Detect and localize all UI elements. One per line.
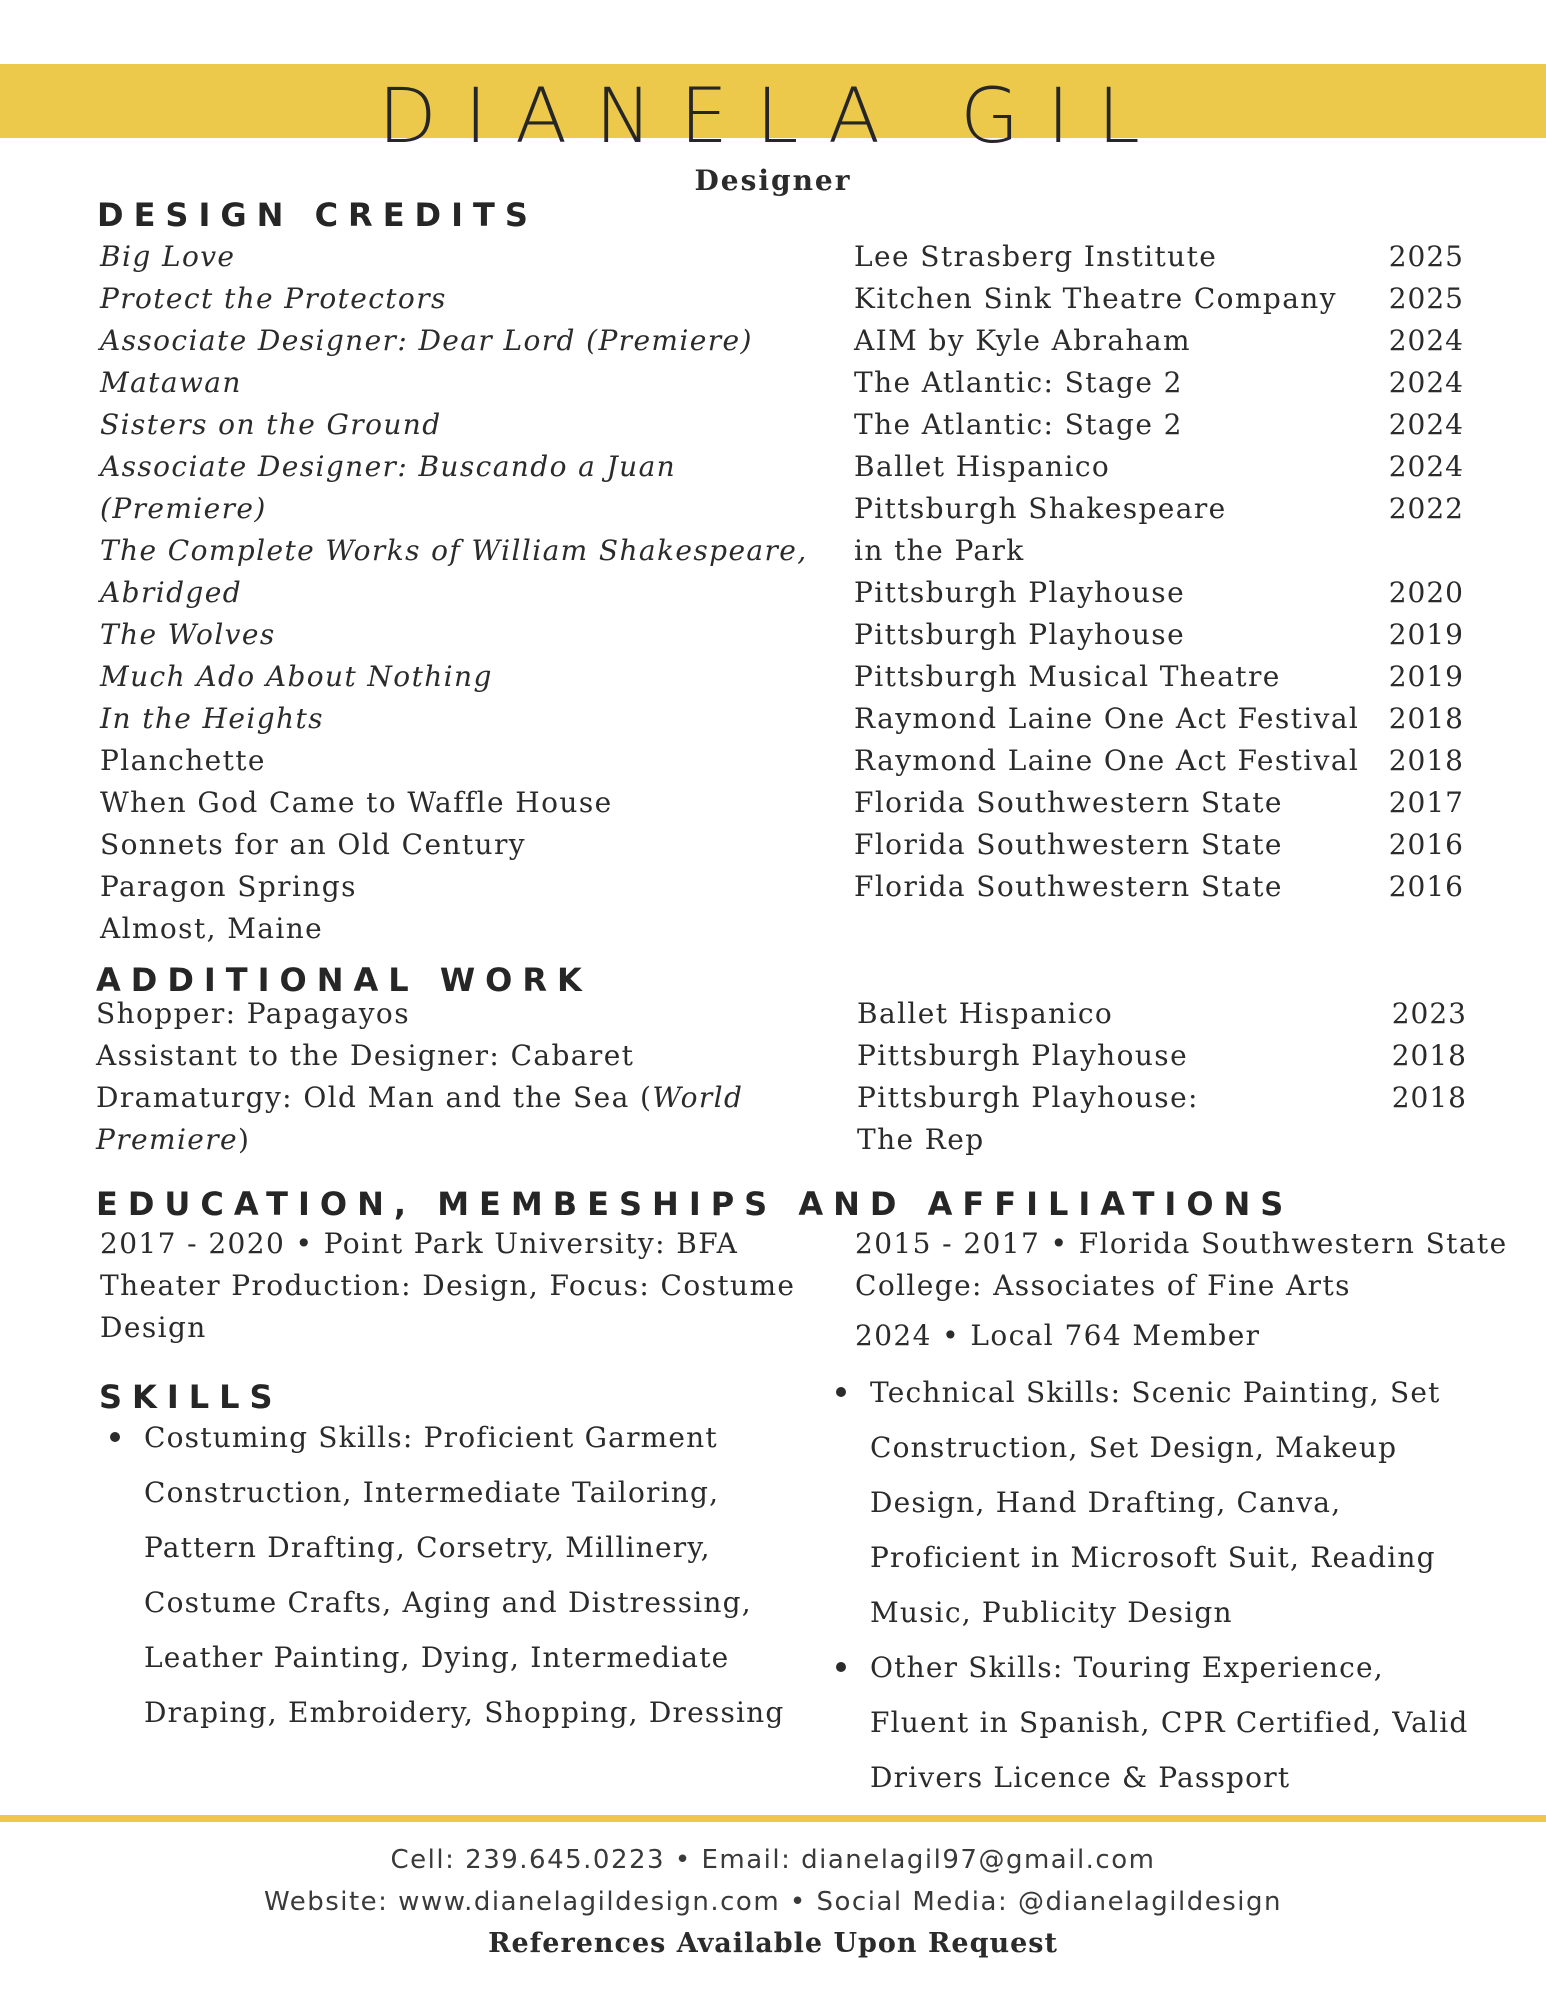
credit-venue: in the Park bbox=[854, 534, 1025, 567]
design-credits-venues bbox=[854, 236, 1464, 908]
credit-year: 2024 bbox=[1388, 408, 1464, 441]
education-line: College: Associates of Fine Arts bbox=[855, 1269, 1351, 1302]
education-right bbox=[855, 1223, 1508, 1307]
skill-other-line: Drivers Licence & Passport bbox=[870, 1761, 1291, 1794]
credit-row bbox=[854, 824, 1464, 866]
skill-costuming-line: Pattern Drafting, Corsetry, Millinery, bbox=[144, 1531, 711, 1564]
additional-venue: Ballet Hispanico bbox=[857, 997, 1114, 1030]
footer-divider bbox=[0, 1815, 1546, 1822]
credit-year: 2020 bbox=[1388, 576, 1464, 609]
additional-venue: The Rep bbox=[857, 1123, 985, 1156]
additional-year: 2018 bbox=[1391, 1081, 1467, 1114]
additional-role bbox=[96, 1119, 796, 1161]
credit-venue: Florida Southwestern State bbox=[854, 786, 1283, 819]
education-line: 2017 - 2020 • Point Park University: BFA bbox=[100, 1227, 739, 1260]
skill-technical-line: Technical Skills: Scenic Painting, Set bbox=[826, 1365, 1468, 1420]
credit-row bbox=[854, 614, 1464, 656]
credit-venue: Florida Southwestern State bbox=[854, 870, 1283, 903]
additional-role-italic: World bbox=[652, 1081, 744, 1114]
credit-title: Associate Designer: Buscando a Juan bbox=[100, 450, 677, 483]
credit-year: 2016 bbox=[1388, 828, 1464, 861]
credit-row bbox=[854, 446, 1464, 488]
additional-venue: Pittsburgh Playhouse: bbox=[857, 1081, 1199, 1114]
education-left bbox=[100, 1223, 800, 1349]
credit-venue: Ballet Hispanico bbox=[854, 450, 1111, 483]
skill-costuming-line: Costume Crafts, Aging and Distressing, bbox=[144, 1586, 752, 1619]
credit-venue: Pittsburgh Shakespeare bbox=[854, 492, 1227, 525]
additional-row bbox=[857, 1077, 1467, 1119]
additional-role-italic: Premiere bbox=[96, 1123, 239, 1156]
additional-row bbox=[857, 1035, 1467, 1077]
credit-title: Much Ado About Nothing bbox=[100, 660, 493, 693]
credit-row bbox=[854, 782, 1464, 824]
membership-line: 2024 • Local 764 Member bbox=[855, 1319, 1261, 1352]
credit-row bbox=[854, 236, 1464, 278]
credit-year: 2025 bbox=[1388, 282, 1464, 315]
additional-work-venues bbox=[857, 993, 1467, 1161]
additional-row bbox=[857, 993, 1467, 1035]
credit-title: Sonnets for an Old Century bbox=[100, 828, 526, 861]
credit-title: The Wolves bbox=[100, 618, 276, 651]
skills-costuming-list bbox=[100, 1410, 785, 1740]
credit-row bbox=[854, 698, 1464, 740]
credit-venue: Lee Strasberg Institute bbox=[854, 240, 1218, 273]
credit-venue: The Atlantic: Stage 2 bbox=[854, 408, 1183, 441]
additional-role-suffix: ) bbox=[238, 1123, 251, 1156]
references-note: References Available Upon Request bbox=[488, 1928, 1058, 1959]
credit-year: 2018 bbox=[1388, 744, 1464, 777]
skill-costuming-line: Costuming Skills: Proficient Garment bbox=[100, 1410, 785, 1465]
credit-title: Paragon Springs bbox=[100, 870, 357, 903]
credit-venue: The Atlantic: Stage 2 bbox=[854, 366, 1183, 399]
credit-title: Sisters on the Ground bbox=[100, 408, 442, 441]
credit-row bbox=[854, 656, 1464, 698]
credit-title: Planchette bbox=[100, 744, 266, 777]
additional-venue: Pittsburgh Playhouse bbox=[857, 1039, 1189, 1072]
credit-row bbox=[854, 404, 1464, 446]
credit-year: 2024 bbox=[1388, 450, 1464, 483]
skill-other-line: Other Skills: Touring Experience, bbox=[826, 1640, 1468, 1695]
skill-technical-line: Construction, Set Design, Makeup bbox=[870, 1431, 1398, 1464]
credit-row bbox=[854, 740, 1464, 782]
credit-row bbox=[854, 488, 1464, 530]
credit-venue: Pittsburgh Playhouse bbox=[854, 576, 1186, 609]
additional-row bbox=[857, 1119, 1467, 1161]
resume-role: Designer bbox=[694, 164, 852, 197]
bullet-icon bbox=[836, 1662, 846, 1672]
credit-venue: Pittsburgh Musical Theatre bbox=[854, 660, 1281, 693]
additional-role-text: Shopper: Papagayos bbox=[96, 997, 410, 1030]
skill-technical-line: Proficient in Microsoft Suit, Reading bbox=[870, 1541, 1436, 1574]
credit-title: Abridged bbox=[100, 576, 243, 609]
credit-year: 2025 bbox=[1388, 240, 1464, 273]
credit-venue: Kitchen Sink Theatre Company bbox=[854, 282, 1337, 315]
credit-year: 2016 bbox=[1388, 870, 1464, 903]
credit-year: 2019 bbox=[1388, 660, 1464, 693]
credit-title: When God Came to Waffle House bbox=[100, 786, 613, 819]
credit-title: Matawan bbox=[100, 366, 242, 399]
credit-venue: Florida Southwestern State bbox=[854, 828, 1283, 861]
credit-title: Associate Designer: Dear Lord (Premiere) bbox=[100, 324, 753, 357]
heading-design-credits: DESIGN CREDITS bbox=[97, 196, 538, 234]
bullet-icon bbox=[836, 1387, 846, 1397]
contact-line-phone-email: Cell: 239.645.0223 • Email: dianelagil97@gmail.com bbox=[390, 1845, 1156, 1875]
skill-technical-line: Music, Publicity Design bbox=[870, 1596, 1233, 1629]
credit-venue: Raymond Laine One Act Festival bbox=[854, 744, 1360, 777]
credit-row bbox=[854, 320, 1464, 362]
credit-year: 2019 bbox=[1388, 618, 1464, 651]
credit-year: 2024 bbox=[1388, 324, 1464, 357]
additional-year: 2018 bbox=[1391, 1039, 1467, 1072]
credit-year: 2018 bbox=[1388, 702, 1464, 735]
credit-title: Almost, Maine bbox=[100, 912, 324, 945]
education-line: 2015 - 2017 • Florida Southwestern State bbox=[855, 1227, 1508, 1260]
skill-costuming-line: Draping, Embroidery, Shopping, Dressing bbox=[144, 1696, 785, 1729]
skill-costuming-line: Construction, Intermediate Tailoring, bbox=[144, 1476, 720, 1509]
heading-additional-work: ADDITIONAL WORK bbox=[96, 961, 592, 999]
credit-year: 2022 bbox=[1388, 492, 1464, 525]
credit-venue: Raymond Laine One Act Festival bbox=[854, 702, 1360, 735]
skill-other-line: Fluent in Spanish, CPR Certified, Valid bbox=[870, 1706, 1469, 1739]
credit-title: Big Love bbox=[100, 240, 236, 273]
skills-technical-other-list bbox=[826, 1365, 1468, 1805]
credit-row bbox=[854, 866, 1464, 908]
additional-role-text: Dramaturgy: Old Man and the Sea ( bbox=[96, 1081, 653, 1114]
credit-row bbox=[854, 572, 1464, 614]
additional-year: 2023 bbox=[1391, 997, 1467, 1030]
bullet-icon bbox=[110, 1432, 120, 1442]
credit-title: (Premiere) bbox=[100, 492, 267, 525]
credit-venue: AIM by Kyle Abraham bbox=[854, 324, 1191, 357]
credit-title: The Complete Works of William Shakespeare, bbox=[100, 534, 808, 567]
credit-venue: Pittsburgh Playhouse bbox=[854, 618, 1186, 651]
credit-year: 2024 bbox=[1388, 366, 1464, 399]
design-credits-titles bbox=[100, 236, 808, 950]
heading-skills: SKILLS bbox=[99, 1378, 283, 1416]
credit-row bbox=[854, 278, 1464, 320]
contact-line-website-social: Website: www.dianelagildesign.com • Social Media: @dianelagildesign bbox=[264, 1887, 1282, 1917]
credit-row bbox=[854, 530, 1464, 572]
skill-technical-line: Design, Hand Drafting, Canva, bbox=[870, 1486, 1342, 1519]
heading-education: EDUCATION, MEMBESHIPS AND AFFILIATIONS bbox=[96, 1185, 1294, 1223]
resume-name: DIANELA GIL bbox=[378, 71, 1168, 160]
additional-role bbox=[96, 1035, 796, 1077]
additional-role bbox=[96, 1077, 796, 1119]
education-line: Theater Production: Design, Focus: Costume bbox=[100, 1269, 796, 1302]
credit-title: In the Heights bbox=[100, 702, 324, 735]
credit-year: 2017 bbox=[1388, 786, 1464, 819]
skill-costuming-line: Leather Painting, Dying, Intermediate bbox=[144, 1641, 730, 1674]
additional-role bbox=[96, 993, 796, 1035]
credit-row bbox=[854, 362, 1464, 404]
additional-role-text: Assistant to the Designer: Cabaret bbox=[96, 1039, 635, 1072]
credit-title: Protect the Protectors bbox=[100, 282, 447, 315]
additional-work-roles bbox=[96, 993, 796, 1161]
education-line: Design bbox=[100, 1311, 207, 1344]
